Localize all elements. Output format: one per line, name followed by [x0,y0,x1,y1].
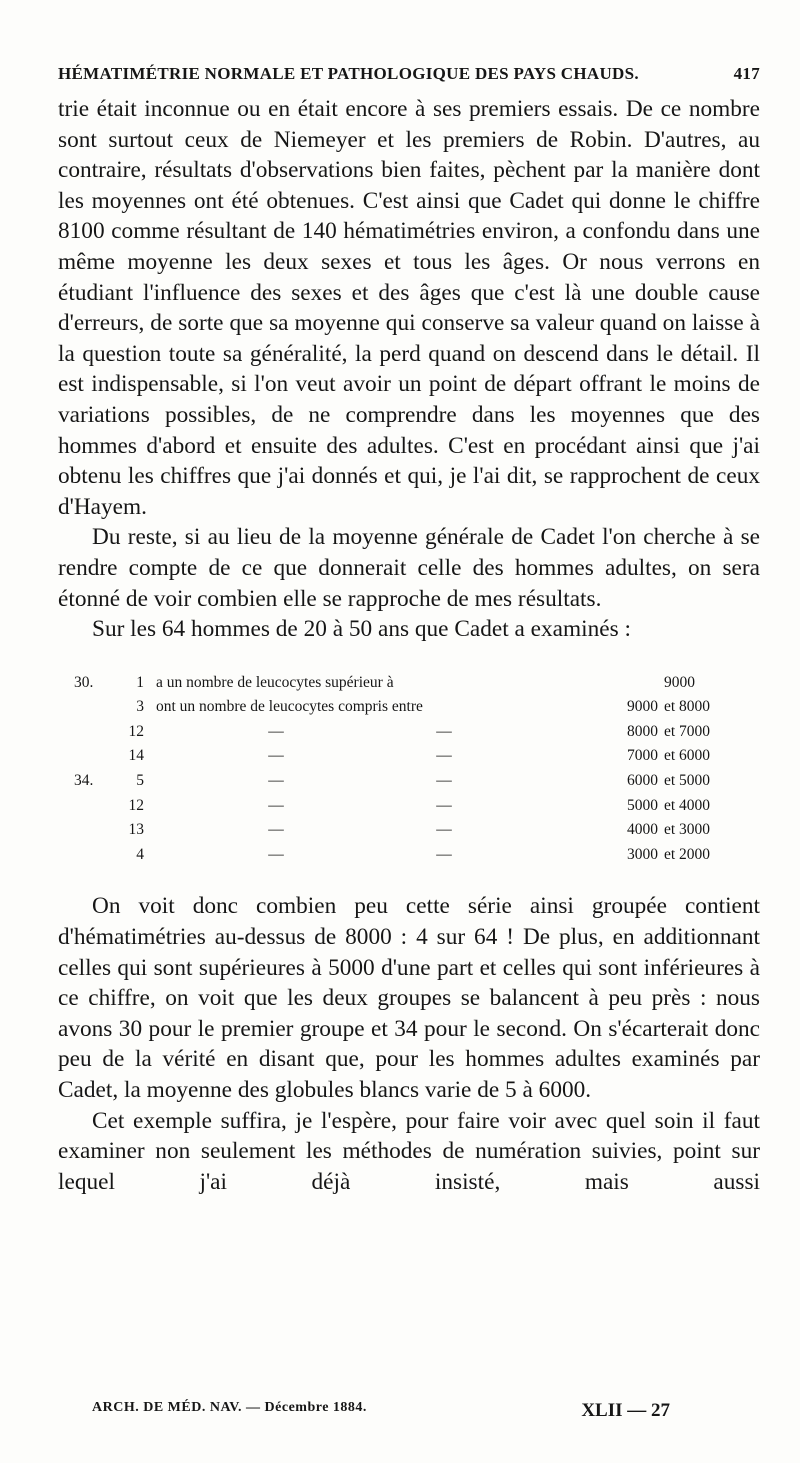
range-from: 7000 [627,747,658,765]
row-count: 13 [128,821,144,839]
paragraph-5: Cet exemple suffira, je l'espère, pour faire voir avec quel soin il faut examiner non seulement les méthodes de numération suivies, point sur lequel j'ai déjà insisté, mais aussi [58,1107,760,1195]
range-from: 8000 [627,722,658,740]
range-to: et 4000 [664,796,711,814]
description-left: — [268,821,284,839]
table-row [74,671,746,696]
row-description [152,720,548,745]
row-count: 1 [136,673,144,691]
table-row [74,818,746,843]
table-row [74,769,746,794]
description-right: — [436,796,452,814]
signature-mark: XLII — 27 [581,1400,670,1421]
row-count: 14 [128,747,144,765]
range-to: et 5000 [664,772,711,790]
table-row [74,843,746,868]
range-from: 4000 [627,821,658,839]
leucocyte-count-table [74,671,746,868]
row-description [152,695,548,720]
description-left: a un nombre de leucocytes supérieur à [156,673,394,691]
description-left: — [268,772,284,790]
description-left: ont un nombre de leucocytes compris entre [156,698,423,716]
row-count: 12 [128,722,144,740]
paragraph-1: trie était inconnue ou en était encore à ses premiers essais. De ce nombre sont surtout ceux de Niemeyer et les premiers de Robin. D'autres, au contraire, résultats d'observations bien faites, pèchent par la manière dont les moyennes ont été obtenues. C'est ainsi que Cadet qui donne le chiffre 8100 comme résultant de 140 hématimétries environ, a confondu dans une même moyenne les deux sexes et tous les âges. Or nous verrons en étudiant l'influence des sexes et des âges que c'est là une double cause d'erreurs, de sorte que sa moyenne qui conserve sa valeur quand on laisse à la question toute sa généralité, la perd quand on descend dans le détail. Il est indispensable, si l'on veut avoir un point de départ offrant le moins de variations possibles, de ne comprendre dans les moyennes que des hommes d'abord et ensuite des adultes. C'est en procédant ainsi que j'ai obtenu les chiffres que j'ai donnés et qui, je l'ai dit, se rapprochent de ceux d'Hayem. [58,96,760,520]
row-description [152,769,548,794]
description-right: — [436,722,452,740]
range-to: et 7000 [664,722,711,740]
description-left: — [268,747,284,765]
running-header [58,64,760,94]
description-left: — [268,796,284,814]
table-row [74,695,746,720]
range-to: et 2000 [664,845,711,863]
paragraph-4: On voit donc combien peu cette série ainsi groupée contient d'hématimétries au-dessus de 8000 : 4 sur 64 ! De plus, en additionnant celles qui sont supérieures à 5000 d'une part et celles qui sont inférieures à ce chiffre, on voit que les deux groupes se balancent à peu près : nous avons 30 pour le premier groupe et 34 pour le second. On s'écarterait donc peu de la vérité en disant que, pour les hommes adultes examinés par Cadet, la moyenne des globules blancs varie de 5 à 6000. [58,893,760,1103]
page-footer [92,1400,670,1422]
page-number: 417 [733,64,760,83]
range-to: et 6000 [664,747,711,765]
range-from: 5000 [627,796,658,814]
row-description [152,818,548,843]
description-right: — [436,747,452,765]
range-to: 9000 [664,673,695,691]
row-count: 3 [136,698,144,716]
row-label: 30. [74,673,94,691]
range-to: et 8000 [664,698,711,716]
table-row [74,744,746,769]
range-from: 9000 [627,698,658,716]
journal-reference: ARCH. DE MÉD. NAV. — Décembre 1884. [92,1400,367,1415]
description-right: — [436,772,452,790]
table-row [74,794,746,819]
description-right: — [436,845,452,863]
paragraph-3: Sur les 64 hommes de 20 à 50 ans que Cadet a examinés : [92,616,631,643]
description-left: — [268,845,284,863]
range-to: et 3000 [664,821,711,839]
row-count: 4 [136,845,144,863]
row-description [152,744,548,769]
range-from: 3000 [627,845,658,863]
row-description [152,794,548,819]
table-row [74,720,746,745]
paragraph-2: Du reste, si au lieu de la moyenne générale de Cadet l'on cherche à se rendre compte de ce que donnerait celle des hommes adultes, on sera étonné de voir combien elle se rapproche de mes résultats. [58,524,760,612]
row-label: 34. [74,772,94,790]
running-title: HÉMATIMÉTRIE NORMALE ET PATHOLOGIQUE DES PAYS CHAUDS. [58,64,639,83]
row-count: 5 [136,772,144,790]
row-description [152,671,548,696]
description-right: — [436,821,452,839]
description-left: — [268,722,284,740]
row-description [152,843,548,868]
range-from: 6000 [627,772,658,790]
row-count: 12 [128,796,144,814]
